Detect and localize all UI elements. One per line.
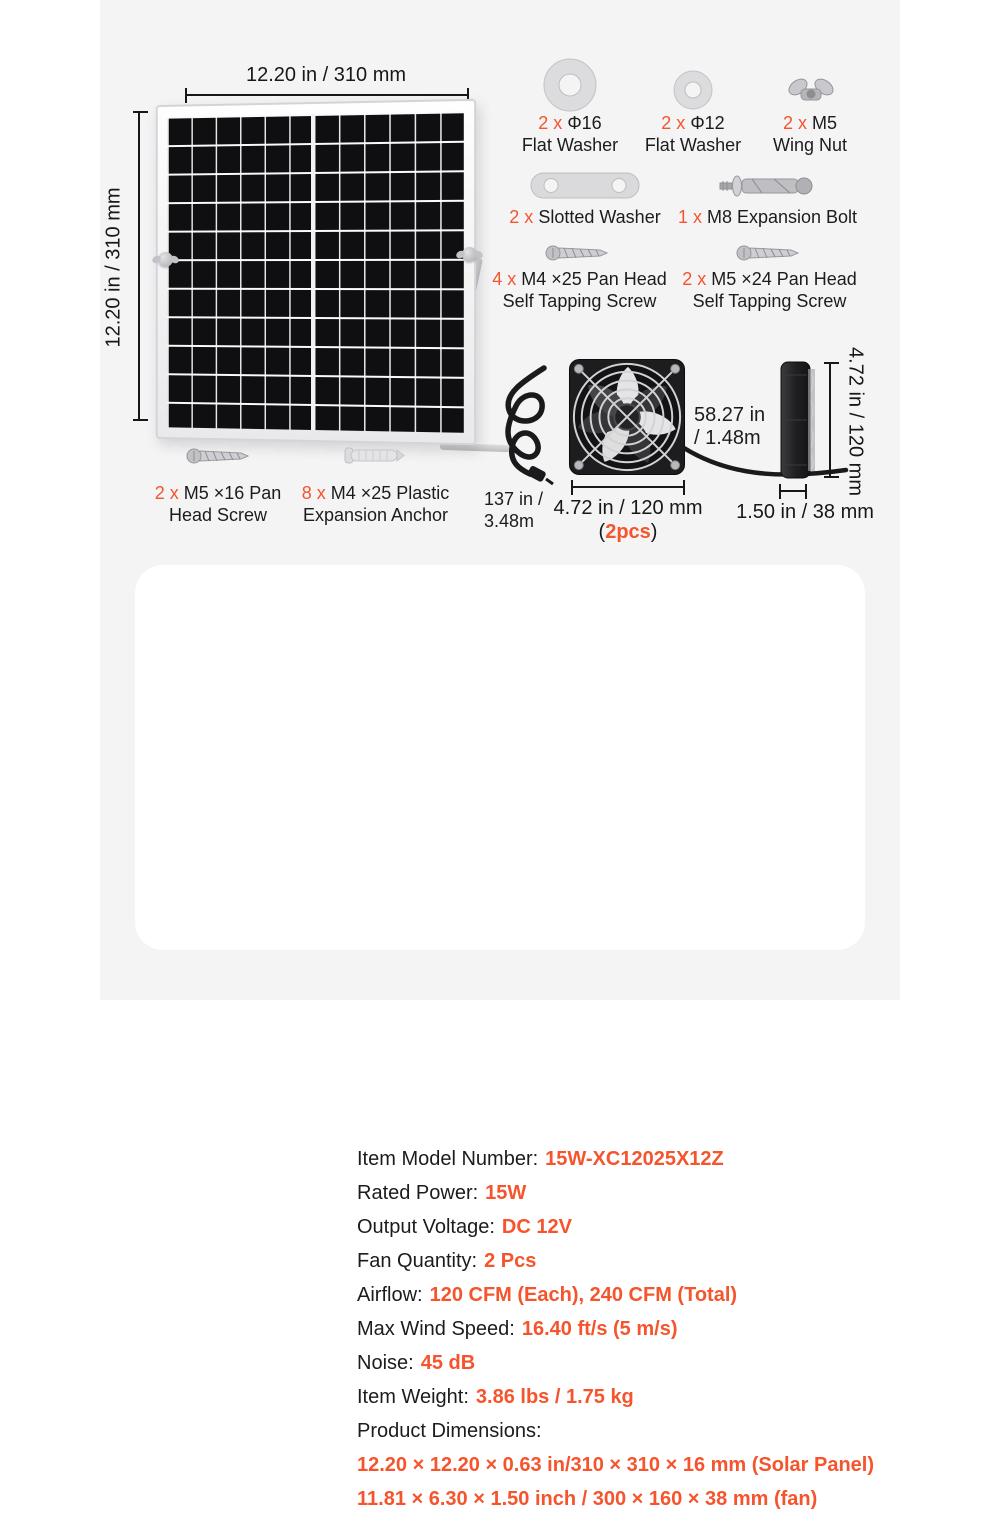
spec-row-model: Item Model Number: 15W-XC12025X12Z (357, 1148, 724, 1170)
spec-row-fan-quantity: Fan Quantity: 2 Pcs (357, 1250, 537, 1272)
cable-length-label: 137 in / 3.48m (484, 489, 544, 531)
flat-washer-12-label: 2 x Φ12 Flat Washer (644, 113, 742, 155)
plastic-anchor-label: 8 x M4 ×25 Plastic Expansion Anchor (301, 483, 450, 525)
solar-cells (167, 111, 463, 433)
fan-side-depth-label: 1.50 in / 38 mm (736, 501, 874, 523)
spec-row-rated-power: Rated Power: 15W (357, 1182, 527, 1204)
expansion-bolt-icon (718, 173, 814, 204)
spec-row-item-weight: Item Weight: 3.86 lbs / 1.75 kg (357, 1386, 634, 1408)
fan-side-height-dim-line (829, 362, 831, 478)
m4-tapping-screw-label: 4 x M4 ×25 Pan Head Self Tapping Screw (492, 269, 667, 311)
panel-width-dim-line (185, 94, 469, 96)
wing-nut-label: 2 x M5 Wing Nut (772, 113, 848, 155)
spec-row-noise: Noise: 45 dB (357, 1352, 476, 1374)
spec-list (357, 1142, 987, 1516)
fan-wire-length-label: 58.27 in / 1.48m (694, 404, 766, 449)
fan-front-icon (568, 358, 686, 481)
solar-panel (156, 99, 476, 445)
panel-height-dim-line (138, 111, 140, 421)
fan-side-height-label: 4.72 in / 120 mm (844, 347, 867, 496)
fan-side-depth-dim-line (779, 490, 807, 492)
panel-width-label: 12.20 in / 310 mm (245, 64, 407, 86)
fan-width-label: 4.72 in / 120 mm (553, 497, 703, 519)
m5-tapping-screw-icon (735, 245, 801, 266)
spec-row-fan-dimensions: 11.81 × 6.30 × 1.50 inch / 300 × 160 × 38 mm (fan) (357, 1488, 818, 1510)
panel-height-label: 12.20 in / 310 mm (102, 187, 125, 348)
wing-nut-icon (787, 76, 835, 113)
m5-pan-screw-label: 2 x M5 ×16 Pan Head Screw (154, 483, 282, 525)
fan-side-icon (780, 361, 818, 484)
spec-row-panel-dimensions: 12.20 × 12.20 × 0.63 in/310 × 310 × 16 mm (Solar Panel) (357, 1454, 875, 1476)
m5-pan-screw-icon (185, 448, 251, 469)
flat-washer-12-icon (673, 70, 713, 115)
power-cable-icon (488, 364, 560, 491)
expansion-bolt-label: 1 x M8 Expansion Bolt (677, 207, 858, 227)
plastic-anchor-icon (345, 446, 405, 470)
m4-tapping-screw-icon (544, 245, 610, 266)
spec-row-product-dimensions: Product Dimensions: (357, 1420, 542, 1442)
wing-knob-left-icon (158, 252, 173, 267)
spec-card (135, 565, 875, 1510)
fan-pcs-label: (2pcs) (598, 521, 658, 543)
wing-knob-right-icon (462, 247, 477, 262)
slotted-washer-icon (530, 172, 640, 204)
spec-row-output-voltage: Output Voltage: DC 12V (357, 1216, 572, 1238)
spec-row-airflow: Airflow: 120 CFM (Each), 240 CFM (Total) (357, 1284, 738, 1306)
m5-tapping-screw-label: 2 x M5 ×24 Pan Head Self Tapping Screw (682, 269, 857, 311)
flat-washer-16-icon (543, 58, 597, 117)
flat-washer-16-label: 2 x Φ16 Flat Washer (521, 113, 619, 155)
fan-width-dim-line (571, 486, 685, 488)
slotted-washer-label: 2 x Slotted Washer (509, 207, 661, 227)
spec-row-max-wind-speed: Max Wind Speed: 16.40 ft/s (5 m/s) (357, 1318, 678, 1340)
